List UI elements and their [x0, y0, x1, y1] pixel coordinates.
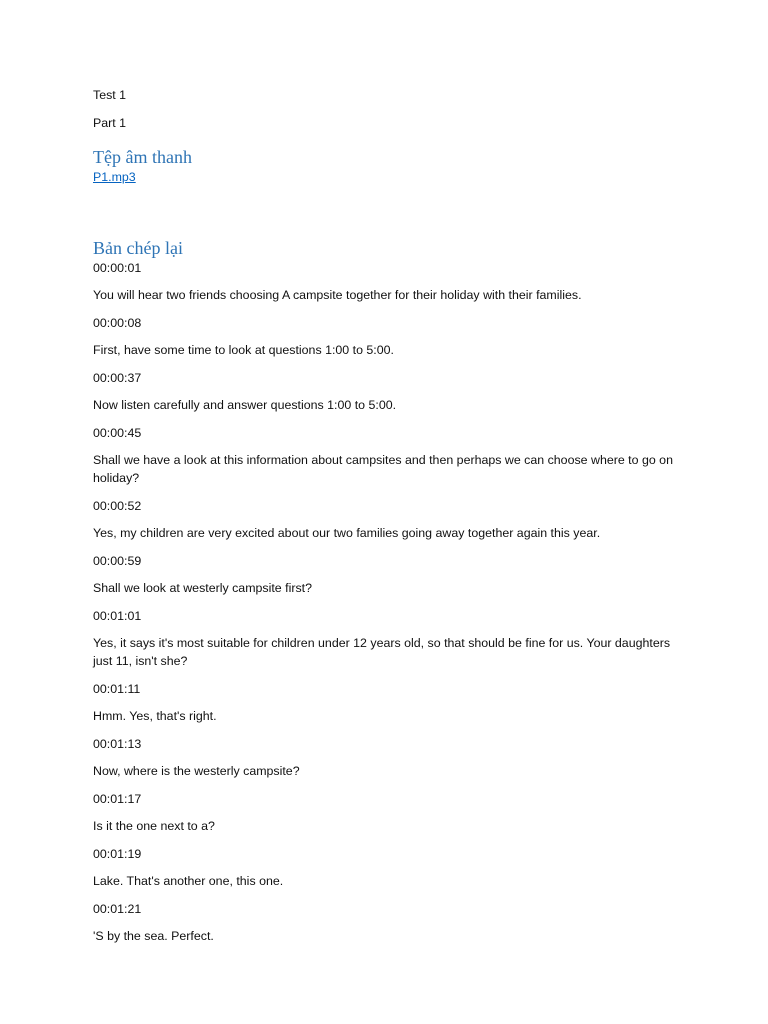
- transcript-line: Now listen carefully and answer questions 1:00 to 5:00.: [93, 398, 397, 412]
- timestamp: 00:00:01: [93, 260, 142, 275]
- timestamp: 00:01:11: [93, 681, 141, 696]
- transcript-line: You will hear two friends choosing A campsite together for their holiday with their families.: [93, 288, 582, 302]
- transcript-entry: [93, 680, 683, 726]
- transcript-entry: [93, 607, 683, 671]
- transcript-entry: [93, 497, 683, 543]
- test-label: Test 1: [93, 88, 127, 102]
- transcript-entry: [93, 259, 683, 305]
- transcript-entry: [93, 790, 683, 836]
- transcript-line: Lake. That's another one, this one.: [93, 874, 284, 888]
- timestamp: 00:00:59: [93, 553, 142, 568]
- transcript-entry: [93, 900, 683, 946]
- transcript-entry: [93, 552, 683, 598]
- audio-file-heading: Tệp âm thanh: [93, 146, 192, 167]
- audio-file-link[interactable]: P1.mp3: [93, 169, 136, 184]
- transcript-line: Yes, my children are very excited about our two families going away together again this year.: [93, 526, 601, 540]
- part-label: Part 1: [93, 115, 127, 130]
- transcript-line: Is it the one next to a?: [93, 819, 215, 833]
- timestamp: 00:00:08: [93, 315, 142, 330]
- transcript-entry: [93, 845, 683, 891]
- transcript-line: Now, where is the westerly campsite?: [93, 764, 300, 778]
- transcript-entry: [93, 369, 683, 415]
- transcript-line: Hmm. Yes, that's right.: [93, 709, 217, 723]
- document-page: [93, 86, 683, 955]
- timestamp: 00:00:37: [93, 370, 142, 385]
- transcript-heading: Bản chép lại: [93, 237, 183, 258]
- transcript-entry: [93, 314, 683, 360]
- timestamp: 00:00:45: [93, 425, 142, 440]
- transcript-line: First, have some time to look at questions 1:00 to 5:00.: [93, 343, 394, 357]
- timestamp: 00:01:19: [93, 846, 142, 861]
- timestamp: 00:01:01: [93, 608, 142, 623]
- timestamp: 00:01:21: [93, 901, 142, 916]
- timestamp: 00:01:13: [93, 736, 142, 751]
- transcript-line: 'S by the sea. Perfect.: [93, 929, 214, 943]
- timestamp: 00:00:52: [93, 498, 142, 513]
- timestamp: 00:01:17: [93, 791, 142, 806]
- transcript-entry: [93, 735, 683, 781]
- transcript-line: Shall we look at westerly campsite first?: [93, 581, 312, 595]
- transcript-line: Shall we have a look at this information about campsites and then perhaps we can choose where to go on holiday?: [93, 453, 673, 485]
- transcript-entry: [93, 424, 683, 488]
- transcript-line: Yes, it says it's most suitable for children under 12 years old, so that should be fine for us. Your daughters just 11, isn't she?: [93, 636, 671, 668]
- transcript-list: [93, 259, 683, 946]
